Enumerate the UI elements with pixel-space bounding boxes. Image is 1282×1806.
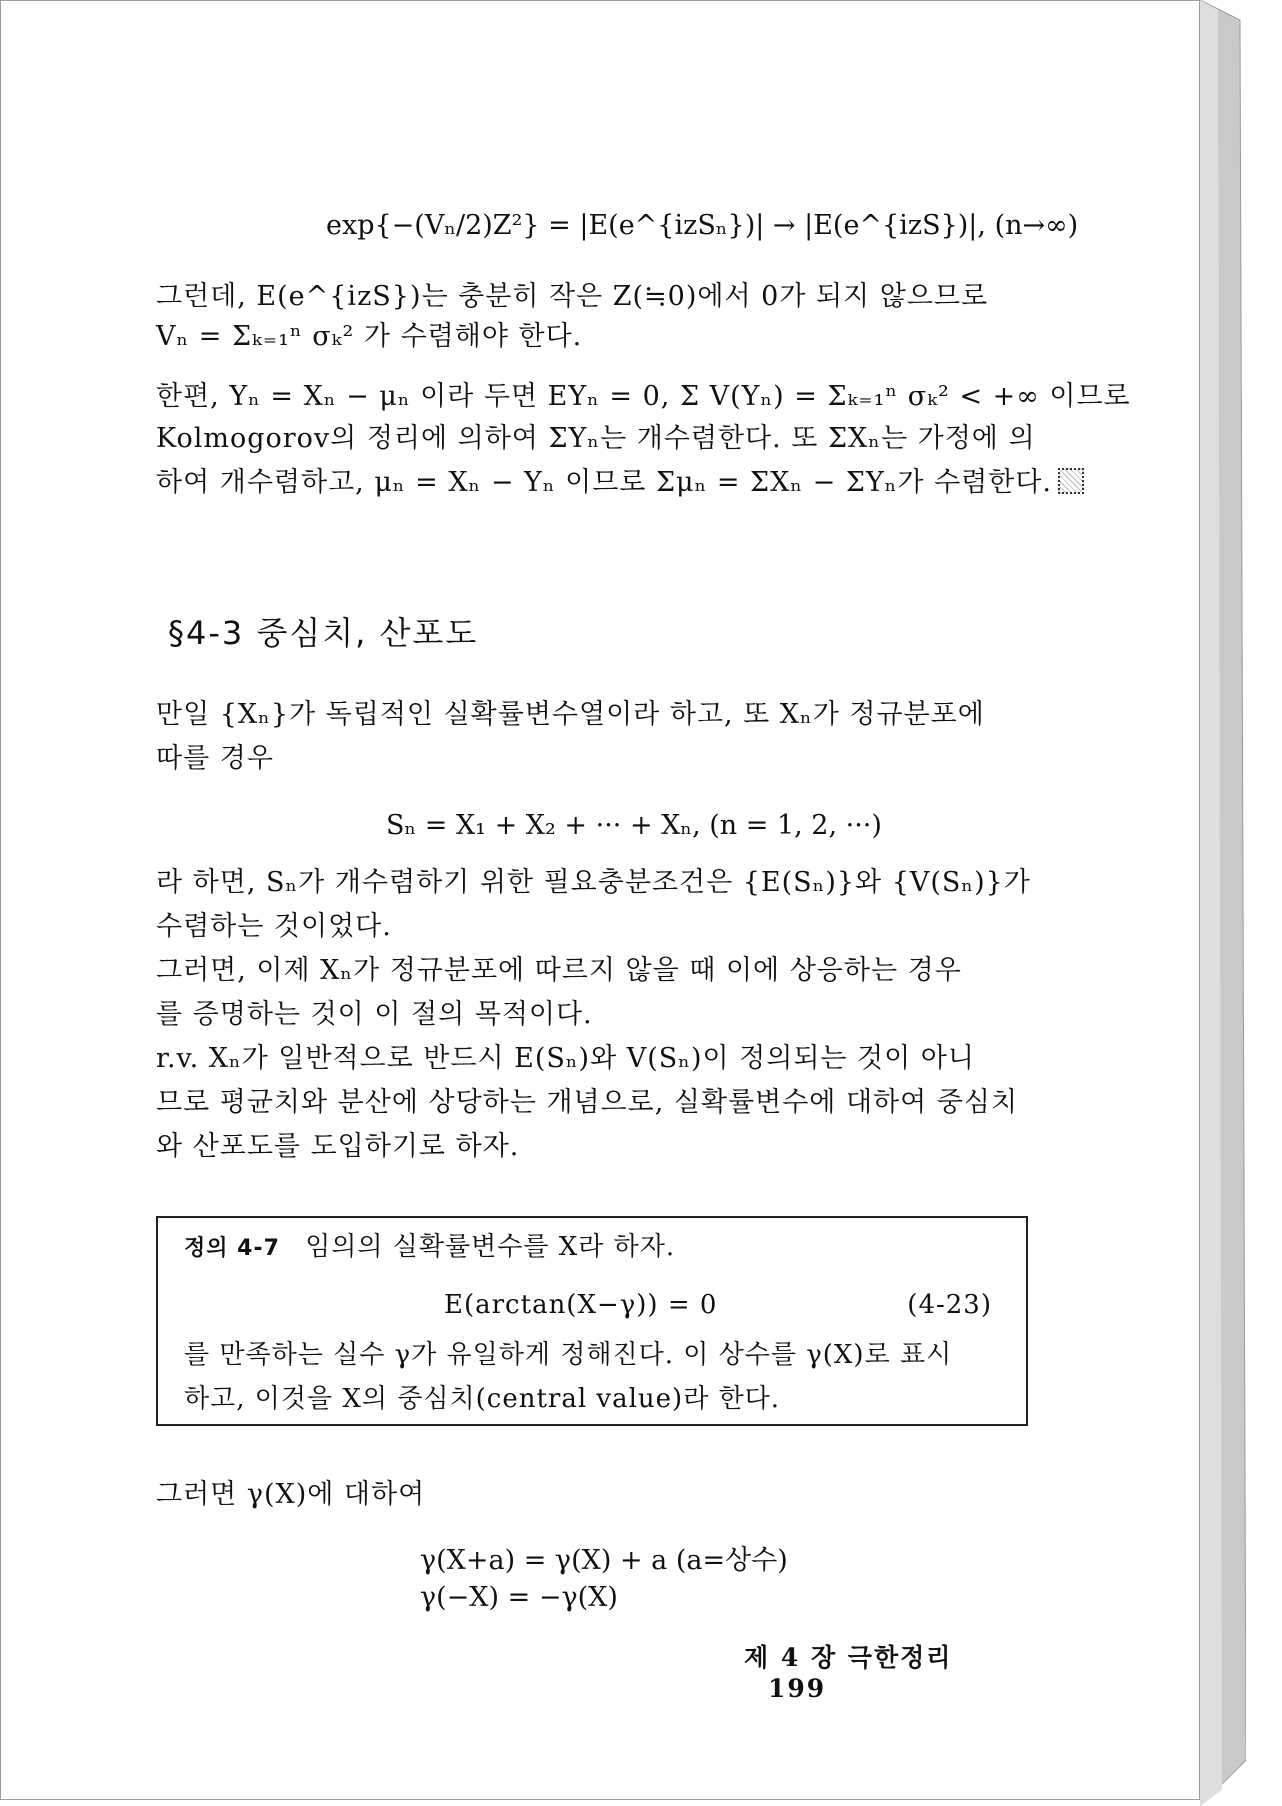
proof-line-2: Vₙ = Σₖ₌₁ⁿ σₖ² 가 수렴해야 한다. [156,321,583,352]
paragraph-1-line-1: 만일 {Xₙ}가 독립적인 실확률변수열이라 하고, 또 Xₙ가 정규분포에 [156,699,985,730]
page-edge-shadow [1200,0,1246,1806]
definition-line-1: 를 만족하는 실수 γ가 유일하게 정해진다. 이 상수를 γ(X)로 표시 [184,1340,953,1370]
equation-number: (4-23) [907,1290,992,1320]
section-heading: §4-3 중심치, 산포도 [168,614,479,652]
property-equation-1: γ(X+a) = γ(X) + a (a=상수) [420,1545,788,1576]
page-number: 199 [768,1674,827,1703]
paragraph-2-line-2: 수렴하는 것이었다. [156,911,392,942]
paragraph-2-line-1: 라 하면, Sₙ가 개수렴하기 위한 필요충분조건은 {E(Sₙ)}와 {V(Sₙ)}가 [156,867,1031,898]
definition-intro: 임의의 실확률변수를 X라 하자. [305,1232,676,1262]
proof-line-3: 한편, Yₙ = Xₙ − μₙ 이라 두면 EYₙ = 0, Σ V(Yₙ) = Σₖ₌₁ⁿ σₖ² < +∞ 이므로 [156,381,1131,412]
definition-line-2: 하고, 이것을 X의 중심치(central value)라 한다. [184,1384,781,1414]
paragraph-3-line-1: 그러면, 이제 Xₙ가 정규분포에 따르지 않을 때 이에 상응하는 경우 [156,955,962,986]
paragraph-3-line-2: 를 증명하는 것이 이 절의 목적이다. [156,999,593,1030]
paragraph-4-line-1: r.v. Xₙ가 일반적으로 반드시 E(Sₙ)와 V(Sₙ)이 정의되는 것이 아니 [156,1043,975,1074]
paragraph-1-line-2: 따를 경우 [156,743,274,774]
paragraph-4-line-2: 므로 평균치와 분산에 상당하는 개념으로, 실확률변수에 대하여 중심치 [156,1087,1019,1118]
proof-line-5: 하여 개수렴하고, μₙ = Xₙ − Yₙ 이므로 Σμₙ = ΣXₙ − ΣYₙ가 수렴한다. [156,468,1028,504]
proof-line-1: 그런데, E(e^{izS})는 충분히 작은 Z(≒0)에서 0가 되지 않으므로 [156,281,989,312]
page-footer [744,1638,1028,1703]
after-definition-line: 그러면 γ(X)에 대하여 [156,1479,426,1510]
definition-label: 정의 4-7 [184,1236,280,1261]
property-equation-2: γ(−X) = −γ(X) [420,1582,618,1613]
end-of-proof-icon [1058,468,1084,494]
definition-equation-line [184,1290,992,1340]
proof-line-4: Kolmogorov의 정리에 의하여 ΣYₙ는 개수렴한다. 또 ΣXₙ는 가정에 의 [156,423,1036,454]
paragraph-4-line-3: 와 산포도를 도입하기로 하자. [156,1131,520,1162]
definition-box [156,1216,1028,1426]
definition-equation: E(arctan(X−γ)) = 0 [444,1290,718,1320]
equation-exp-limit: exp{−(Vₙ/2)Z²} = |E(e^{izSₙ})| → |E(e^{izS})|, (n→∞) [326,210,1079,241]
chapter-title: 제 4 장 극한정리 [744,1643,953,1672]
definition-intro-line [184,1232,992,1290]
equation-partial-sum: Sₙ = X₁ + X₂ + ··· + Xₙ, (n = 1, 2, ···) [386,810,882,841]
